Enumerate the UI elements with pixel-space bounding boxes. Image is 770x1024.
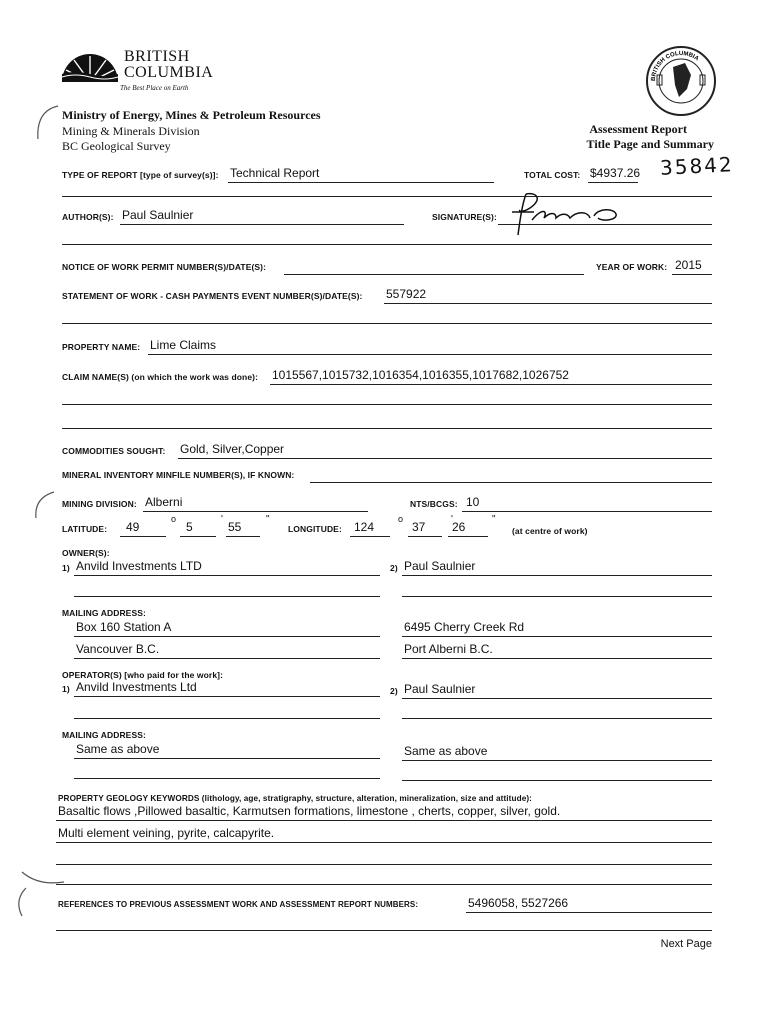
nts-value: 10 xyxy=(466,495,480,509)
notice-of-work-line xyxy=(284,274,584,275)
claim-names-line-2 xyxy=(62,404,712,405)
longitude-min-line xyxy=(408,536,442,537)
scan-bracket-mark xyxy=(30,103,60,143)
geology-label: PROPERTY GEOLOGY KEYWORDS (lithology, age, stratigraphy, structure, alteration, mineralization, size and attitude): xyxy=(58,794,533,803)
operator-mailing-line-2a xyxy=(74,778,380,779)
longitude-label: LONGITUDE: xyxy=(288,524,342,534)
owner-mailing-addr1-line1: Box 160 Station A xyxy=(76,620,172,634)
logo-line2: COLUMBIA xyxy=(124,64,214,81)
doc-subtitle: Title Page and Summary xyxy=(586,137,714,151)
property-name-label: PROPERTY NAME: xyxy=(62,342,141,352)
nts-line xyxy=(462,511,712,512)
operator2-line xyxy=(402,698,712,699)
property-name-value: Lime Claims xyxy=(150,338,217,352)
geology-line3-rule xyxy=(56,864,712,865)
geological-survey-seal xyxy=(645,45,717,117)
operator2-number: 2) xyxy=(390,686,398,696)
total-cost-label: TOTAL COST: xyxy=(524,170,581,180)
minfile-label: MINERAL INVENTORY MINFILE NUMBER(S), IF KNOWN: xyxy=(62,470,295,480)
minfile-line xyxy=(310,482,712,483)
signature-label: SIGNATURE(S): xyxy=(432,212,497,222)
separator-2 xyxy=(62,244,712,245)
operator-mailing-addr1-rule xyxy=(74,758,380,759)
latitude-label: LATITUDE: xyxy=(62,524,108,534)
logo-line1: BRITISH xyxy=(124,48,190,65)
notice-of-work-label: NOTICE OF WORK PERMIT NUMBER(S)/DATE(S): xyxy=(62,262,267,272)
geology-line2: Multi element veining, pyrite, calcapyrite. xyxy=(58,826,275,840)
operator1-line-2 xyxy=(74,718,380,719)
operator1-line xyxy=(74,696,380,697)
references-value: 5496058, 5527266 xyxy=(468,896,569,910)
owner-mailing-addr1-line1-rule xyxy=(74,636,380,637)
commodities-line xyxy=(178,458,712,459)
property-name-line xyxy=(148,354,712,355)
longitude-deg-line xyxy=(350,536,390,537)
latitude-sec-line xyxy=(226,536,260,537)
year-of-work-label: YEAR OF WORK: xyxy=(596,262,668,272)
authors-line xyxy=(120,224,404,225)
operator-mailing-addr2-rule xyxy=(402,760,712,761)
references-line xyxy=(466,912,712,913)
claim-names-value: 1015567,1015732,1016354,1016355,1017682,1026752 xyxy=(272,368,569,382)
type-of-report-line xyxy=(228,182,494,183)
operator1-value: Anvild Investments Ltd xyxy=(76,680,197,694)
operator-mailing-label: MAILING ADDRESS: xyxy=(62,730,146,740)
latitude-sec: 55 xyxy=(228,520,242,534)
statement-of-work-value: 557922 xyxy=(386,287,427,301)
statement-of-work-line xyxy=(384,303,712,304)
mining-division-label: MINING DIVISION: xyxy=(62,499,137,509)
type-of-report-value: Technical Report xyxy=(230,166,320,180)
references-label: REFERENCES TO PREVIOUS ASSESSMENT WORK AND ASSESSMENT REPORT NUMBERS: xyxy=(58,900,419,909)
owner1-number: 1) xyxy=(62,563,70,573)
longitude-deg-mark: o xyxy=(398,514,404,524)
geology-line1: Basaltic flows ,Pillowed basaltic, Karmutsen formations, limestone , cherts, copper, silver, gold. xyxy=(58,804,561,818)
year-of-work-line xyxy=(672,274,712,275)
mining-division-value: Alberni xyxy=(145,495,183,509)
seal-icon xyxy=(645,45,717,117)
owner1-line xyxy=(74,575,380,576)
owner-mailing-label: MAILING ADDRESS: xyxy=(62,608,146,618)
owners-label: OWNER(S): xyxy=(62,548,110,558)
geology-line1-rule xyxy=(56,820,712,821)
owner-mailing-addr2-line1: 6495 Cherry Creek Rd xyxy=(404,620,525,634)
total-cost-line xyxy=(588,182,638,183)
owner1-line-2 xyxy=(74,596,380,597)
division-name: Mining & Minerals Division xyxy=(62,124,200,138)
survey-name: BC Geological Survey xyxy=(62,139,171,153)
authors-label: AUTHOR(S): xyxy=(62,212,114,222)
owner2-line xyxy=(402,575,712,576)
owner1-value: Anvild Investments LTD xyxy=(76,559,202,573)
bc-logo xyxy=(60,46,214,96)
longitude-deg: 124 xyxy=(354,520,375,534)
latitude-deg-line xyxy=(120,536,166,537)
latitude-deg-mark: o xyxy=(171,514,177,524)
latitude-deg: 49 xyxy=(126,520,140,534)
operator-mailing-addr2: Same as above xyxy=(404,744,488,758)
year-of-work-value: 2015 xyxy=(675,258,702,272)
longitude-sec-line xyxy=(448,536,488,537)
owner-mailing-addr2-line1-rule xyxy=(402,636,712,637)
longitude-sec-mark: " xyxy=(492,514,496,525)
logo-tagline: The Best Place on Earth xyxy=(120,84,189,92)
location-note: (at centre of work) xyxy=(512,526,588,536)
owner-mailing-addr1-line2: Vancouver B.C. xyxy=(76,642,160,656)
total-cost-value: $4937.26 xyxy=(590,166,641,180)
claim-names-line xyxy=(270,384,712,385)
claim-names-line-3 xyxy=(62,428,712,429)
statement-of-work-label: STATEMENT OF WORK - CASH PAYMENTS EVENT NUMBER(S)/DATE(S): xyxy=(62,291,363,301)
operator-mailing-addr1: Same as above xyxy=(76,742,160,756)
scan-bracket-mark-4 xyxy=(10,886,30,920)
svg-text:BRITISH COLUMBIA: BRITISH COLUMBIA xyxy=(650,50,700,82)
longitude-min-mark: ' xyxy=(451,514,453,525)
owner2-line-2 xyxy=(402,596,712,597)
authors-value: Paul Saulnier xyxy=(122,208,194,222)
operator2-line-2 xyxy=(402,718,712,719)
owner-mailing-addr1-line2-rule xyxy=(74,658,380,659)
claim-names-label: CLAIM NAME(S) (on which the work was done): xyxy=(62,372,259,382)
latitude-min: 5 xyxy=(186,520,193,534)
report-number: 35842 xyxy=(659,152,735,180)
owner-mailing-addr2-line2-rule xyxy=(402,658,712,659)
next-page-label: Next Page xyxy=(660,938,712,950)
ministry-name: Ministry of Energy, Mines & Petroleum Resources xyxy=(62,108,321,122)
doc-title: Assessment Report xyxy=(589,122,687,136)
statement-of-work-line-2 xyxy=(62,323,712,324)
commodities-value: Gold, Silver,Copper xyxy=(180,442,285,456)
operator-mailing-line-2b xyxy=(402,780,712,781)
longitude-min: 37 xyxy=(412,520,426,534)
longitude-sec: 26 xyxy=(452,520,466,534)
geology-line2-rule xyxy=(56,842,712,843)
type-of-report-label: TYPE OF REPORT [type of survey(s)]: xyxy=(62,170,219,180)
latitude-min-line xyxy=(180,536,216,537)
scan-bracket-mark-2 xyxy=(28,488,58,522)
references-line-2 xyxy=(56,930,712,931)
operators-label: OPERATOR(S) [who paid for the work]: xyxy=(62,670,224,680)
owner-mailing-addr2-line2: Port Alberni B.C. xyxy=(404,642,493,656)
nts-label: NTS/BCGS: xyxy=(410,499,458,509)
operator1-number: 1) xyxy=(62,684,70,694)
operator2-value: Paul Saulnier xyxy=(404,682,476,696)
owner2-value: Paul Saulnier xyxy=(404,559,476,573)
mining-division-line xyxy=(143,511,368,512)
commodities-label: COMMODITIES SOUGHT: xyxy=(62,446,166,456)
latitude-sec-mark: " xyxy=(266,514,270,525)
signature-scribble xyxy=(498,190,638,240)
owner2-number: 2) xyxy=(390,563,398,573)
geology-line4-rule xyxy=(56,884,712,885)
bc-sunburst-icon xyxy=(60,48,120,82)
latitude-min-mark: ' xyxy=(221,514,223,525)
